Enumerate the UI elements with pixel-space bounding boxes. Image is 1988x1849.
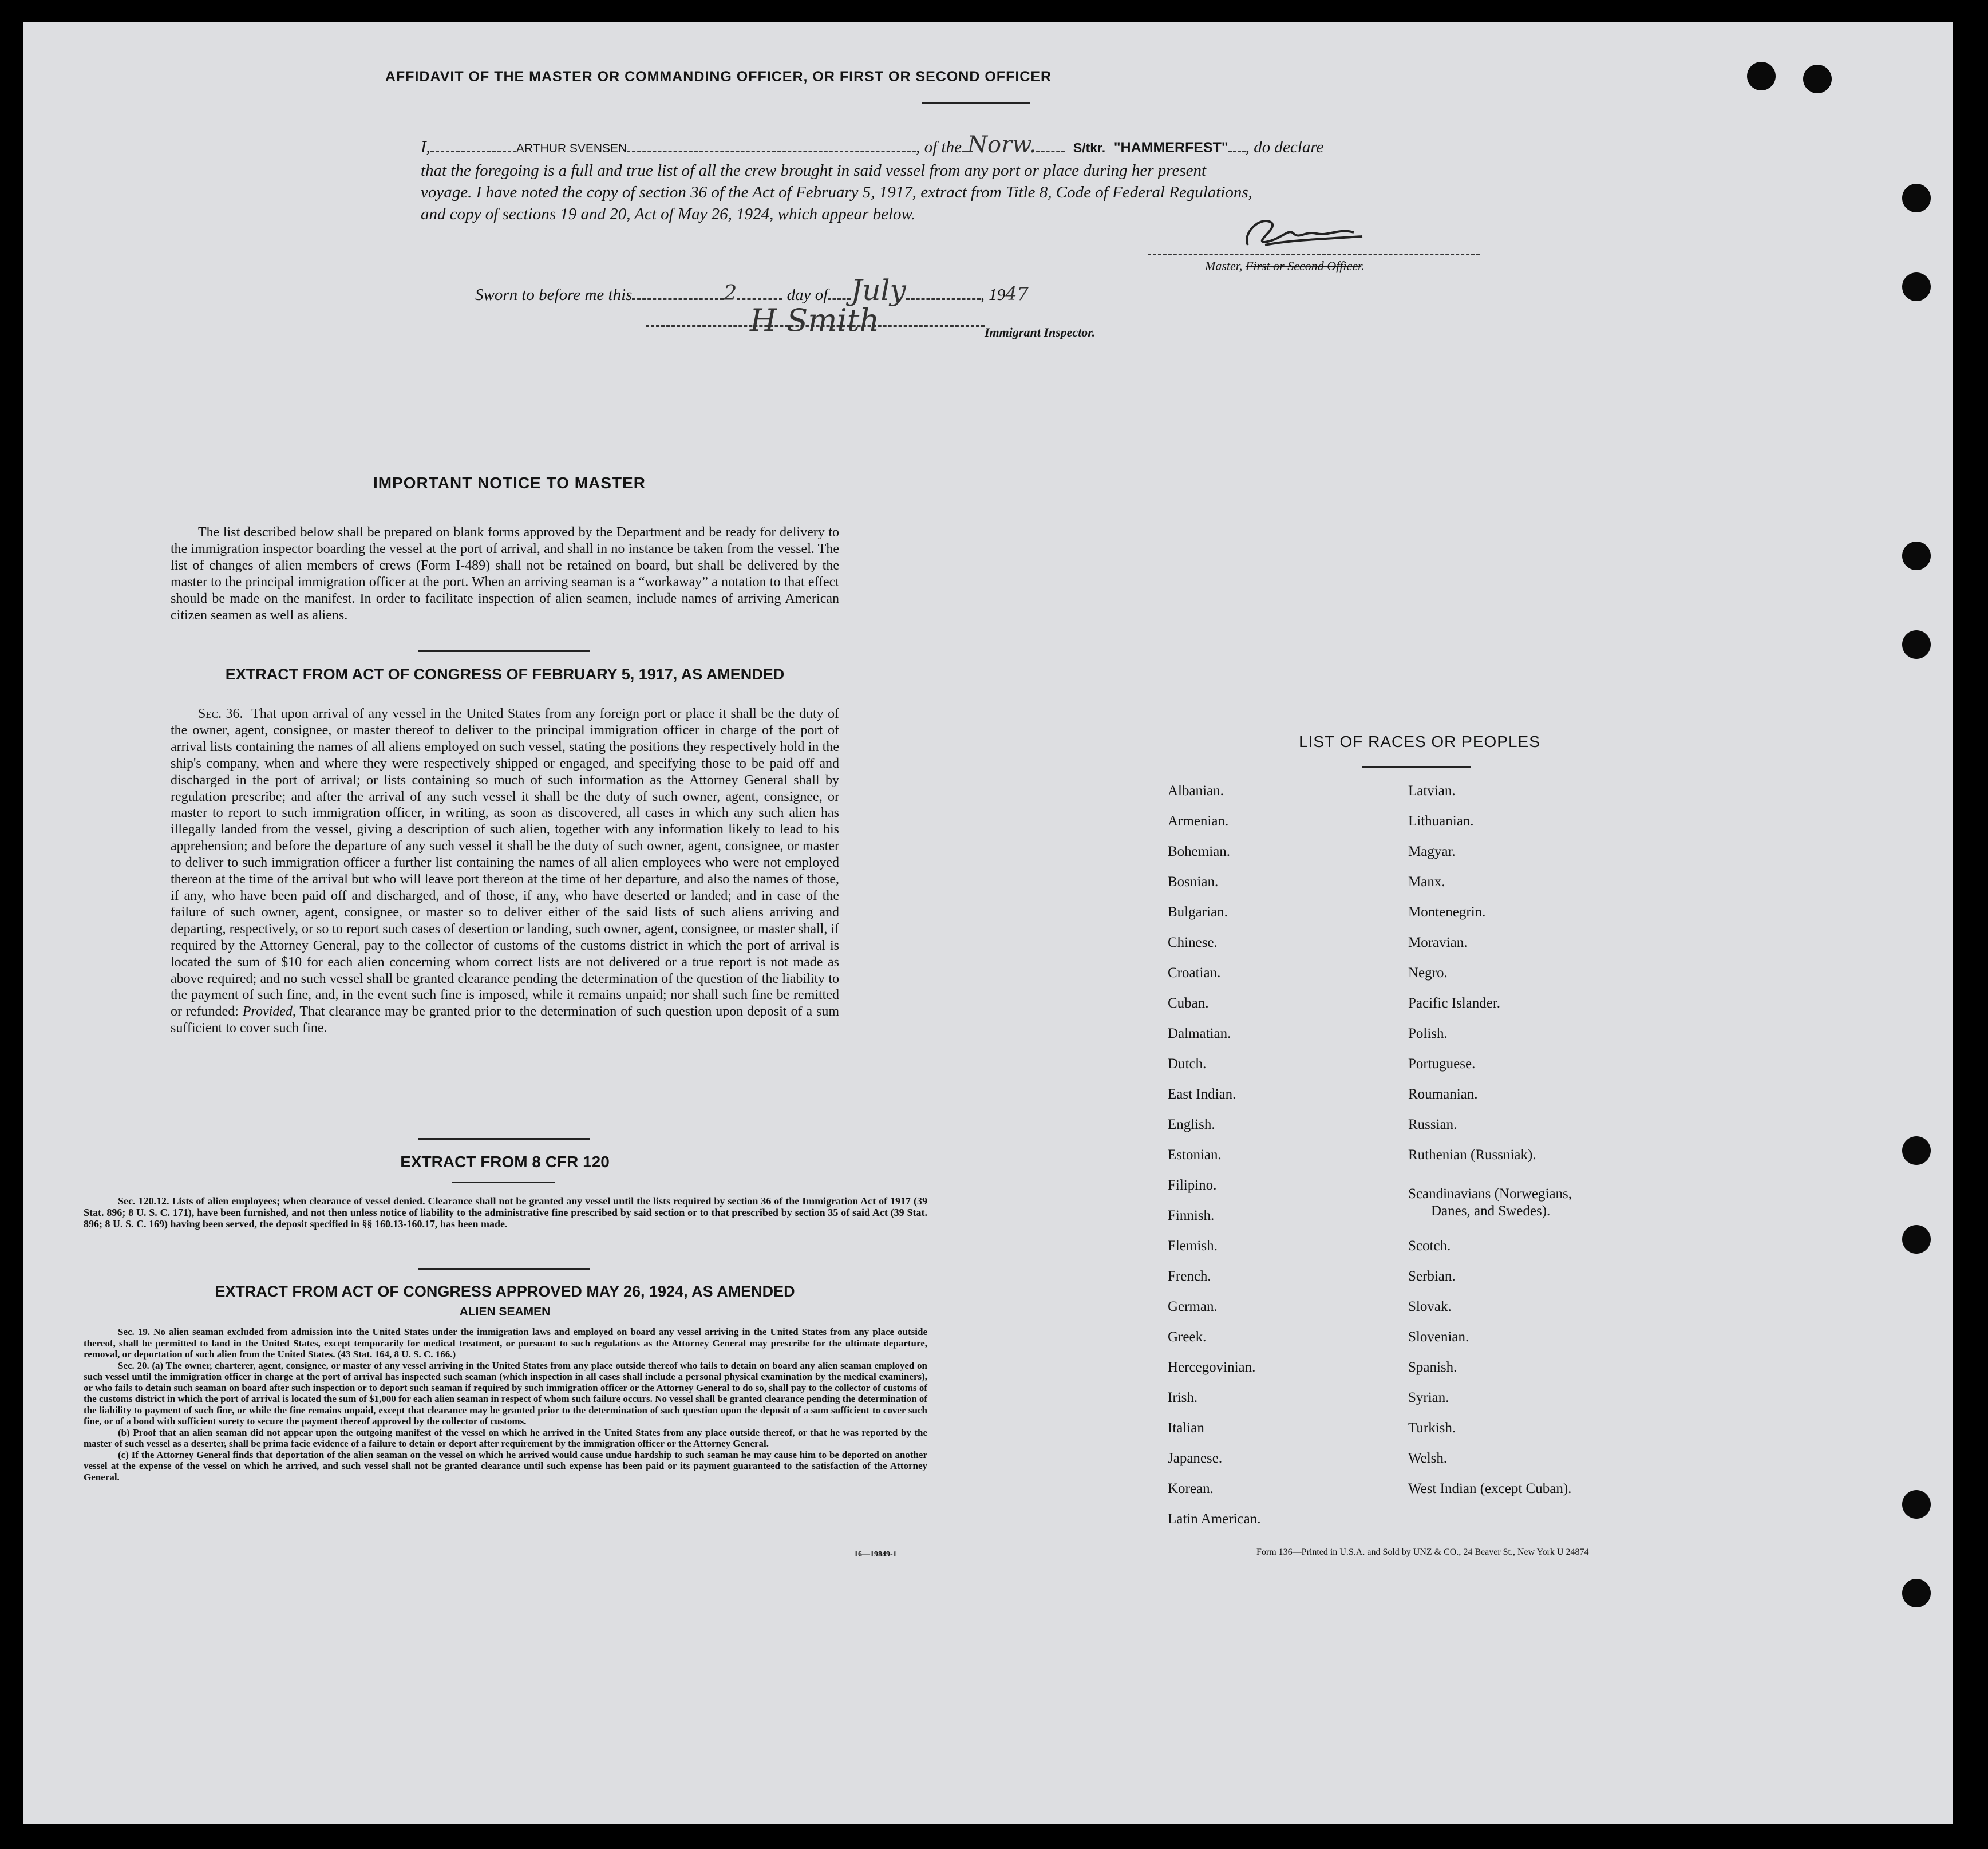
affidavit-title: AFFIDAVIT OF THE MASTER OR COMMANDING OFFICER, OR FIRST OR SECOND OFFICER [385, 69, 1052, 85]
caption-struck-officer: First or Second Officer [1245, 259, 1362, 273]
race-item: Ruthenian (Russniak). [1408, 1147, 1536, 1163]
extract-1924-body [84, 1326, 927, 1483]
sworn-day: 2 [724, 282, 737, 305]
affidavit-line-3: voyage. I have noted the copy of section 36 of the Act of February 5, 1917, extract from Title 8, Code of Federal Regulations, [421, 183, 1252, 202]
divider [418, 1138, 590, 1140]
sec-20a-text: Sec. 20. (a) The owner, charterer, agent, consignee, or master of any vessel arriving in the United States from any place outside thereof who fails to detain on board any alien seaman employed on such vessel until the immigration officer in charge at the port of arrival has inspected such seaman (which inspection in all cases shall include a personal physical examination by the medical examiners), or who fails to detain such seaman on board after such inspection or to deport such seaman if required by such immigration officer or the Attorney General to do so, shall pay to the collector of customs of the customs district in which the port of arrival is located the sum of $1,000 for each alien seaman in respect of whom such failure occurs. No vessel shall be granted clearance pending the determination of the liability to payment of such fine, or while the fine remains unpaid, except that clearance may be granted prior to the determination of such question upon the deposit of a sum sufficient to cover such fine, or of a bond with sufficient surety to secure the payment thereof approved by the collector of customs. [84, 1360, 927, 1427]
sec-36-label: Sec. 36. [198, 706, 243, 721]
race-item: Cuban. [1168, 995, 1209, 1011]
punch-hole [1902, 1490, 1931, 1519]
punch-hole [1747, 62, 1776, 90]
race-item: West Indian (except Cuban). [1408, 1481, 1572, 1496]
race-item: Latvian. [1408, 783, 1456, 799]
sworn-prefix: Sworn to before me this [475, 286, 633, 304]
race-item: Magyar. [1408, 844, 1456, 859]
divider [1362, 766, 1471, 768]
master-name: ARTHUR SVENSEN [516, 142, 627, 155]
race-item: Spanish. [1408, 1360, 1457, 1375]
sec-36-text: That upon arrival of any vessel in the United States from any foreign port or place it shall be the duty of the owner, agent, consignee, or master thereof to deliver to the principal immigration officer in charge of the port of arrival lists containing the names of all aliens employed on such vessel, stating the positions they respectively hold in the ship's company, when and where they were respectively shipped or engaged, and specifying those to be paid off and discharged in the port of arrival; or lists containing so much of such information as the Attorney General shall by regulation prescribe; and after the arrival of any such vessel it shall be the duty of such owner, agent, consignee, or master to report to such immigration officer, in writing, as soon as discovered, all cases in which any such alien has illegally landed from the vessel, giving a description of such alien, together with any information likely to lead to his apprehension; and before the departure of any such vessel it shall be the duty of such owner, agent, consignee, or master to deliver to such immigration officer a further list containing the names of all alien employees who were not employed thereon at the time of the arrival but who will leave port thereon at the time of her departure, and also the names of those, if any, who have been paid off and discharged, and of those, if any, who have deserted or landed; and in case of the failure of such owner, agent, consignee, or master so to deliver either of the said lists of such aliens arriving and departing, respectively, or so to report such cases of desertion or landing, such owner, agent, consignee, or master shall, if required by the Attorney General, pay to the collector of customs of the customs district in which the port of arrival is located the sum of $10 for each alien concerning whom correct lists are not delivered or a true report is not made as above required; and no such vessel shall be granted clearance pending the determination of the question of the liability to the payment of such fine, and, in the event such fine is imposed, while it remains unpaid; nor shall such fine be remitted or refunded: [171, 706, 839, 1020]
race-item: Turkish. [1408, 1420, 1456, 1436]
race-item: Scandinavians (Norwegians, [1408, 1186, 1572, 1202]
race-item: Manx. [1408, 874, 1445, 890]
inspector-caption: Immigrant Inspector. [985, 325, 1096, 339]
race-item: Dutch. [1168, 1056, 1207, 1072]
master-caption: Master, First or Second Officer. [1205, 259, 1365, 273]
year-prefix: , 19 [980, 286, 1006, 304]
divider [418, 1268, 590, 1270]
master-signature-line [1148, 254, 1480, 255]
race-item: Croatian. [1168, 965, 1221, 981]
form-code: 16—19849-1 [854, 1550, 897, 1559]
race-item: Albanian. [1168, 783, 1224, 799]
affidavit-do-declare: , do declare [1245, 138, 1324, 156]
race-item: Lithuanian. [1408, 813, 1474, 829]
race-item: Moravian. [1408, 935, 1468, 950]
race-item: Russian. [1408, 1117, 1457, 1132]
punch-hole [1902, 630, 1931, 659]
race-item: Polish. [1408, 1026, 1448, 1041]
race-item: Estonian. [1168, 1147, 1222, 1163]
punch-hole [1902, 1225, 1931, 1254]
race-item: East Indian. [1168, 1087, 1236, 1102]
day-of-label: day of [786, 286, 828, 304]
extract-1917-body [171, 706, 839, 1037]
race-item: Korean. [1168, 1481, 1214, 1496]
race-item: Bosnian. [1168, 874, 1219, 890]
punch-hole [1902, 184, 1931, 212]
race-item: French. [1168, 1269, 1211, 1284]
race-item: Roumanian. [1408, 1087, 1478, 1102]
race-item: English. [1168, 1117, 1215, 1132]
punch-hole [1902, 272, 1931, 301]
cfr-title: EXTRACT FROM 8 CFR 120 [400, 1153, 610, 1171]
race-item: Irish. [1168, 1390, 1198, 1405]
punch-hole [1902, 1579, 1931, 1607]
race-item: Latin American. [1168, 1511, 1261, 1527]
sec-19-text: Sec. 19. No alien seaman excluded from admission into the United States under the immigration laws and employed on board any vessel arriving in the United States from any place outside thereof, shall be permitted to land in the United States, except temporarily for medical treatment, or pursuant to such regulations as the Attorney General may prescribe for the ultimate departure, removal, or deportation of such alien from the United States. (43 Stat. 164, 8 U. S. C. 166.) [84, 1326, 927, 1360]
race-item: Negro. [1408, 965, 1448, 981]
race-item: Bulgarian. [1168, 904, 1228, 920]
sec-20c-text: (c) If the Attorney General finds that deportation of the alien seaman on the vessel on which he arrived would cause undue hardship to such seaman he may cause him to be deported on another vessel at the expense of the vessel on which he arrived, and such vessel shall not be granted clearance until such expense has been paid or its payment guaranteed to the satisfaction of the Attorney General. [84, 1449, 927, 1483]
inspector-signature: H Smith [750, 302, 880, 338]
race-item: Danes, and Swedes). [1431, 1203, 1551, 1219]
extract-1917-title: EXTRACT FROM ACT OF CONGRESS OF FEBRUARY 5, 1917, AS AMENDED [225, 666, 785, 683]
affidavit-line-2: that the foregoing is a full and true list of all the crew brought in said vessel from any port or place during her present [421, 161, 1207, 180]
race-item: Montenegrin. [1408, 904, 1486, 920]
race-item: Scotch. [1408, 1238, 1451, 1254]
divider [452, 1182, 555, 1183]
affidavit-of-the: , of the [916, 138, 962, 156]
race-item: Flemish. [1168, 1238, 1218, 1254]
vessel-nationality: Norw. [967, 132, 1037, 158]
race-item: Slovenian. [1408, 1329, 1469, 1345]
notice-body [171, 524, 839, 623]
sworn-month: July [851, 274, 906, 307]
race-item: Welsh. [1408, 1451, 1448, 1466]
race-item: Filipino. [1168, 1178, 1217, 1193]
caption-master: Master, [1205, 259, 1243, 273]
master-signature [1231, 211, 1380, 256]
affidavit-line-4: and copy of sections 19 and 20, Act of May 26, 1924, which appear below. [421, 205, 915, 223]
race-item: Dalmatian. [1168, 1026, 1231, 1041]
divider [922, 102, 1030, 104]
races-title: LIST OF RACES OR PEOPLES [1299, 733, 1540, 750]
affidavit-i: I, [421, 138, 430, 156]
race-item: Serbian. [1408, 1269, 1456, 1284]
race-item: Bohemian. [1168, 844, 1231, 859]
punch-hole [1902, 1136, 1931, 1165]
provided-word: Provided, [242, 1004, 296, 1020]
race-item: Chinese. [1168, 935, 1218, 950]
race-item: Armenian. [1168, 813, 1229, 829]
affidavit-line-1 [421, 134, 1525, 160]
race-item: Italian [1168, 1420, 1204, 1436]
notice-text: The list described below shall be prepared on blank forms approved by the Department and be ready for delivery to the immigration inspector boarding the vessel at the port of arrival, and shall in no instance be taken from the vessel. The list of changes of alien members of crews (Form I-489) shall not be retained on board, but shall be delivered by the master to the principal immigration officer at the port. When an arriving seaman is a “workaway” a notation to that effect should be made on the manifest. In order to facilitate inspection of alien seamen, include names of arriving American citizen seamen as well as aliens. [171, 525, 839, 623]
punch-hole [1902, 542, 1931, 570]
race-item: Hercegovinian. [1168, 1360, 1256, 1375]
race-item: Greek. [1168, 1329, 1207, 1345]
punch-hole [1803, 65, 1832, 93]
extract-1924-title: EXTRACT FROM ACT OF CONGRESS APPROVED MAY 26, 1924, AS AMENDED [215, 1283, 795, 1300]
race-item: German. [1168, 1299, 1218, 1314]
vessel-name: "HAMMERFEST" [1113, 140, 1228, 156]
form-footer: Form 136—Printed in U.S.A. and Sold by UNZ & CO., 24 Beaver St., New York U 24874 [1256, 1547, 1589, 1557]
race-item: Portuguese. [1408, 1056, 1476, 1072]
sec-20b-text: (b) Proof that an alien seaman did not appear upon the outgoing manifest of the vessel on which he arrived in the United States from any place outside thereof, or that he was reported by the master of such vessel as a deserter, shall be prima facie evidence of a failure to detain or deport after requirement by the immigration officer or the Attorney General. [84, 1427, 927, 1449]
race-item: Slovak. [1408, 1299, 1452, 1314]
document-page [23, 22, 1953, 1824]
sec-36-text-end: That clearance may be granted prior to the determination of such question upon deposit of a sum sufficient to cover such fine. [171, 1004, 840, 1036]
race-item: Japanese. [1168, 1451, 1223, 1466]
race-item: Pacific Islander. [1408, 995, 1501, 1011]
notice-title: IMPORTANT NOTICE TO MASTER [373, 474, 646, 492]
cfr-body [84, 1195, 927, 1230]
extract-1924-subtitle: ALIEN SEAMEN [459, 1305, 551, 1318]
race-item: Syrian. [1408, 1390, 1449, 1405]
divider [418, 650, 590, 652]
vessel-type: S/tkr. [1073, 140, 1106, 155]
sworn-year: 47 [1005, 283, 1029, 305]
race-item: Finnish. [1168, 1208, 1215, 1223]
cfr-text: Sec. 120.12. Lists of alien employees; when clearance of vessel denied. Clearance shall not be granted any vessel until the lists required by section 36 of the Immigration Act of 1917 (39 Stat. 896; 8 U. S. C. 171), have been furnished, and not then unless notice of liability to the administrative fine prescribed by said section or to that prescribed by section 35 of said Act (39 Stat. 896; 8 U. S. C. 169) having been served, the deposit specified in §§ 160.13-160.17, has been made. [84, 1195, 927, 1230]
